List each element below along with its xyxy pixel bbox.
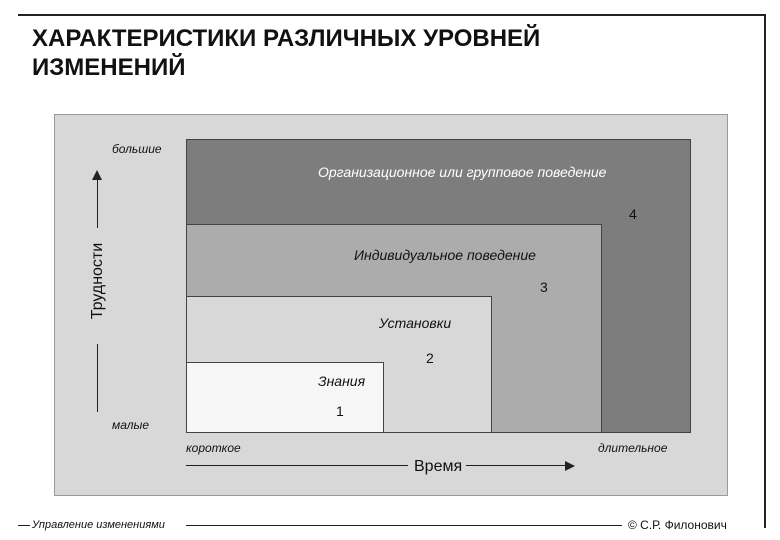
level-2-label: Установки bbox=[379, 315, 452, 331]
footer-copyright: © С.Р. Филонович bbox=[628, 518, 727, 532]
footer-line bbox=[186, 525, 622, 526]
level-2-number: 2 bbox=[426, 350, 434, 366]
footer-left-text: Управление изменениями bbox=[32, 519, 165, 531]
footer-line-left-stub bbox=[18, 525, 30, 526]
level-4-label: Организационное или групповое поведение bbox=[318, 164, 607, 180]
x-axis-arrowhead bbox=[565, 461, 575, 471]
level-1-label: Знания bbox=[318, 373, 366, 389]
x-axis-left-label: короткое bbox=[186, 441, 241, 455]
level-3-number: 3 bbox=[540, 279, 548, 295]
x-axis-line-left bbox=[186, 465, 408, 466]
level-3-label: Индивидуальное поведение bbox=[354, 247, 536, 263]
y-axis-bottom-label: малые bbox=[112, 418, 150, 432]
slide-title: ХАРАКТЕРИСТИКИ РАЗЛИЧНЫХ УРОВНЕЙ ИЗМЕНЕНИЙ bbox=[32, 25, 541, 81]
level-4-number: 4 bbox=[629, 206, 637, 222]
y-axis-line-upper bbox=[97, 178, 98, 228]
x-axis-line-right bbox=[466, 465, 566, 466]
x-axis-label: Время bbox=[414, 458, 463, 475]
y-axis-label: Трудности bbox=[89, 242, 106, 320]
level-1-number: 1 bbox=[336, 403, 344, 419]
y-axis-line-lower bbox=[97, 344, 98, 412]
x-axis-right-label: длительное bbox=[598, 441, 668, 455]
y-axis-top-label: большие bbox=[112, 142, 162, 156]
